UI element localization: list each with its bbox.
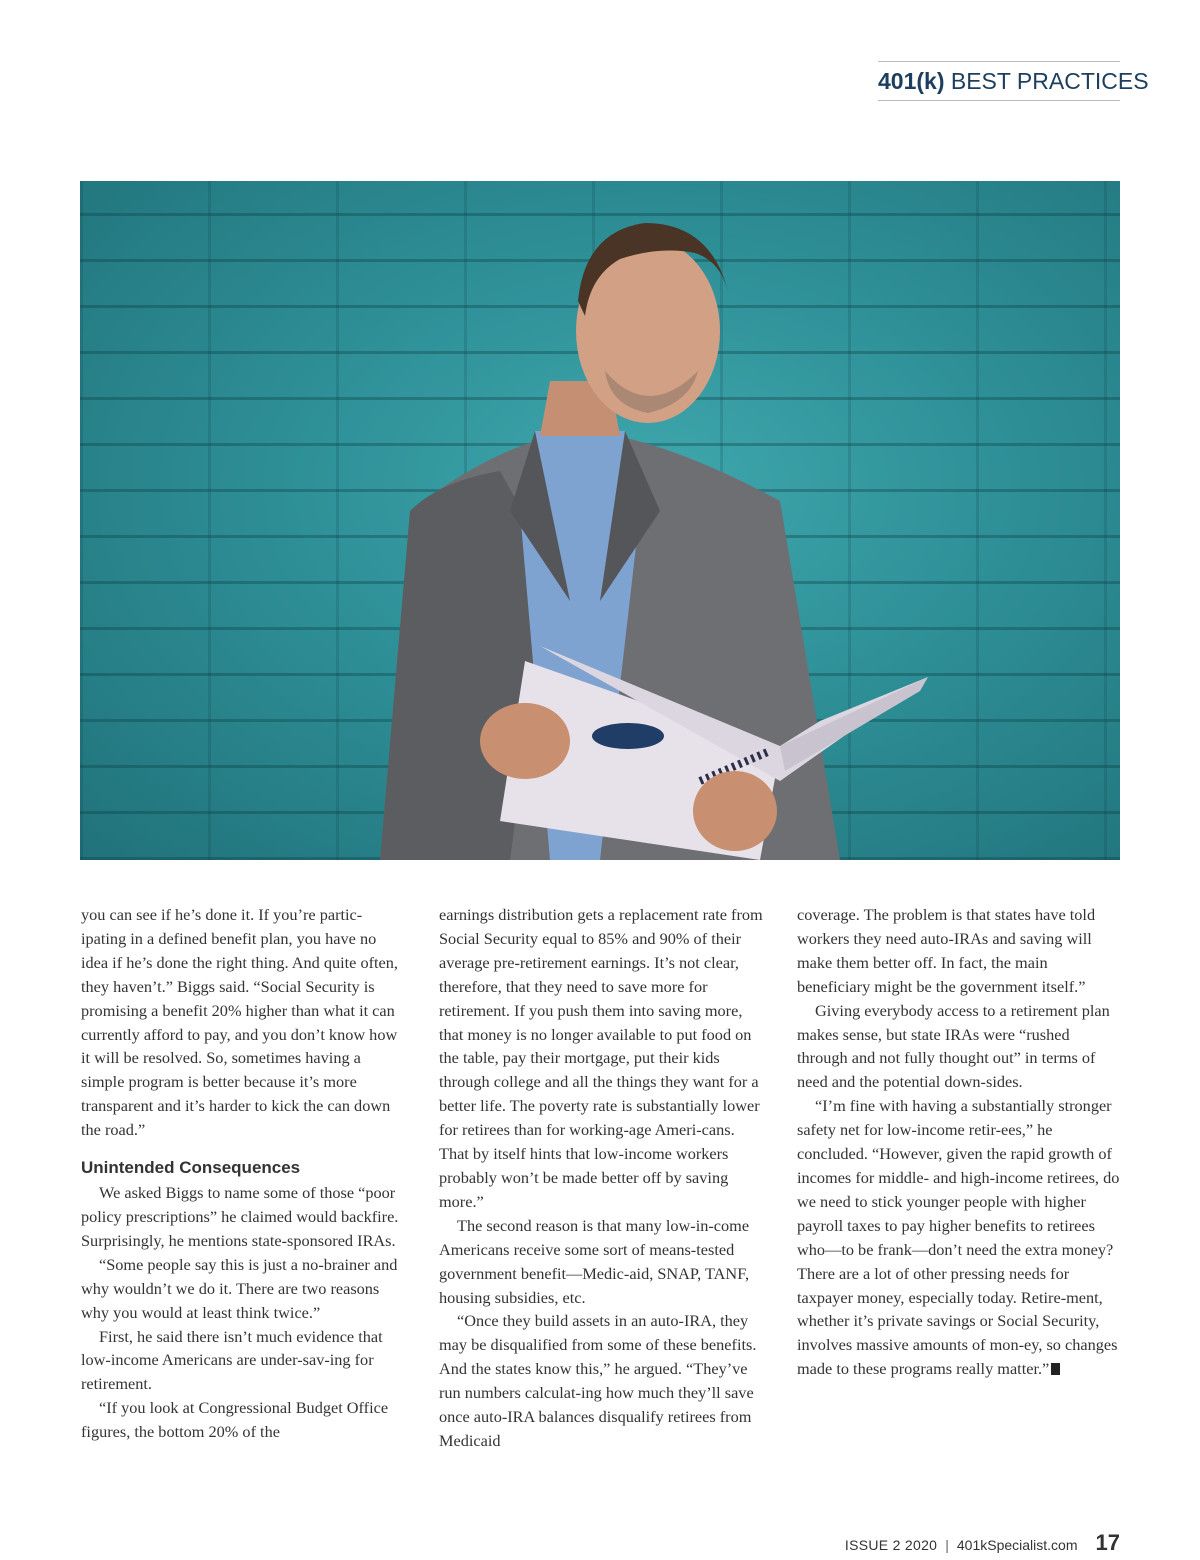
article-photo [80,181,1120,860]
paragraph: The second reason is that many low-in-come Americans receive some sort of means-tested government benefit—Medic-aid, SNAP, TANF, housing subsidies, etc. [439,1215,750,1307]
paragraph: We asked Biggs to name some of those “poor policy prescriptions” he claimed would backfire. Surprisingly, he mentions state-sponsored IRAs. [81,1183,399,1250]
issue-label: ISSUE 2 2020 [844,1537,938,1553]
section-header-rest: BEST PRACTICES [944,68,1149,94]
article-column-2 [439,903,764,1453]
paragraph-final [797,1094,1122,1381]
paragraph: “Once they build assets in an auto-IRA, they may be disqualified from some of these benefits. And the states know this,” he argued. “They’ve run numbers calculat-ing how much they’ll save once auto-IRA balances disqualify retirees from Medicaid [439,1311,757,1450]
paragraph-text: “I’m fine with having a substantially stronger safety net for low-income retir-ees,” he concluded. “However, given the rapid growth of incomes for middle- and high-income retirees, do we need to stick younger people with higher payroll taxes to pay higher benefits to retirees who—to be frank—don’t need the extra money? There are a lot of other pressing needs for taxpayer money, especially today. Retire-ment, whether it’s private savings or Social Security, involves massive amounts of mon-ey, so changes made to these programs really matter.” [797,1096,1120,1379]
end-mark-icon [1051,1363,1060,1375]
paragraph: earnings distribution gets a replacement rate from Social Security equal to 85% and 90% of their average pre-retirement earnings. It’s not clear, therefore, that they need to save more for retirement. If you push them into saving more, that money is no longer available to put food on the table, pay their mortgage, put their kids through college and all the things they want for a better life. The poverty rate is substantially lower for retirees than for working-age Ameri-cans. That by itself hints that low-income workers probably won’t be made better off by saving more.” [439,905,763,1211]
paragraph: coverage. The problem is that states have told workers they need auto-IRAs and saving will make them better off. In fact, the main beneficiary might be the government itself.” [797,905,1096,996]
article-column-1 [81,903,406,1444]
man-reading-illustration [80,181,1120,860]
paragraph: First, he said there isn’t much evidence that low-income Americans are under-sav-ing for retirement. [81,1326,383,1394]
paragraph: “Some people say this is just a no-brainer and why wouldn’t we do it. There are two reasons why you would at least think twice.” [81,1254,398,1322]
subheading-unintended-consequences: Unintended Consequences [81,1158,301,1178]
section-header-bold: 401(k) [878,68,945,94]
footer-separator: | [945,1537,949,1553]
paragraph: “If you look at Congressional Budget Office figures, the bottom 20% of the [81,1398,389,1442]
website-link[interactable]: 401kSpecialist.com [956,1537,1078,1553]
article-column-3 [797,903,1122,1381]
page-footer [845,1530,1120,1560]
page-number: 17 [1095,1530,1120,1555]
section-header [878,61,1149,101]
paragraph: Giving everybody access to a retirement plan makes sense, but state IRAs were “rushed through and not fully thought out” in terms of need and the potential down-sides. [797,1000,1110,1092]
paragraph: you can see if he’s done it. If you’re partic-ipating in a defined benefit plan, you have no idea if he’s done the right thing. And quite often, they haven’t.” Biggs said. “Social Security is promising a benefit 20% higher than what it can currently afford to pay, and you don’t know how it will be resolved. So, sometimes having a simple program is better because it’s more transparent and it’s harder to kick the can down the road.” [81,905,398,1140]
